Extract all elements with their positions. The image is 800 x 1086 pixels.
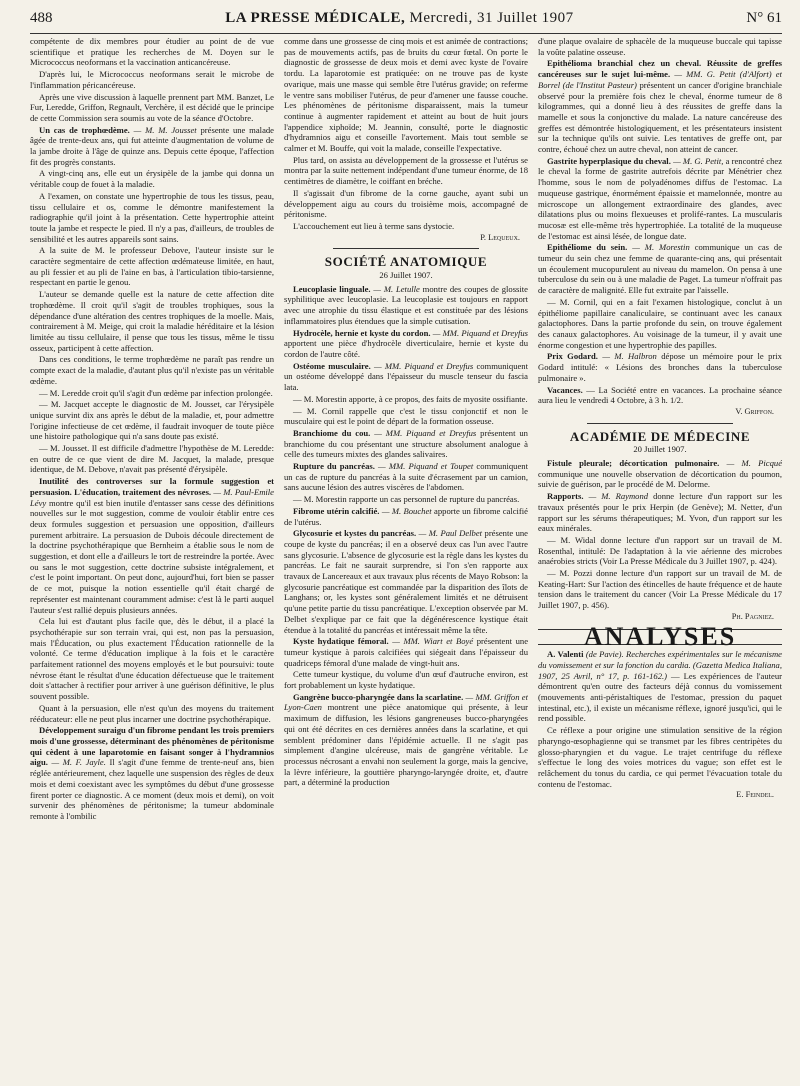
paragraph: D'après lui, le Micrococcus neoformans serait le microbe de l'inflammation péricancéreuse. [30, 69, 274, 90]
signature: P. Lequeux. [480, 232, 520, 242]
paragraph: — M. Jousset. Il est difficile d'admettre l'hypothèse de M. Leredde: en outre de ce que vient de dire M. Jacquet, la malade, presque identique, de M. Debove, n'avait pas présenté d'érysipèle. [30, 443, 274, 475]
article-author: — M. F. Jayle. [51, 757, 106, 768]
article-text: communique un cas de tumeur du sein chez une femme de quarante-cinq ans, qui présentait un écoulement mucopurulent au niveau du mamelon. On pensa à une tuberculose du sein ou à une maladie de Paget. La tumeur n'offrait pas de caractère de malignité. Elle fut extraite par l'aisselle. [538, 242, 782, 296]
columns [30, 36, 782, 1086]
paragraph: — M. Cornil, qui en a fait l'examen histologique, conclut à un épithéliome papillaire canaliculaire, se continuant avec les canaux galactophores. Dans la partie profonde du sein, on trouve également des canaux galactophores. Au voisinage de la tumeur, il y avait une énorme congestion et une hypertrophie des papilles. [538, 296, 782, 350]
paragraph: L'auteur se demande quelle est la nature de cette affection dite trophœdème. Il croit qu'il s'agit de troubles trophiques, sous la dépendance d'une altération des centres trophiques de la moelle. Mais, contrairement à M. Meige, qui croit la maladie héréditaire et la lésion limitée au tissu cellulaire, il pense que tous les tissus, même le tissu osseux, participent à cette affection. [30, 289, 274, 353]
article-author: — M. Raymond [588, 491, 649, 502]
article-entry [284, 692, 528, 788]
paragraph: Ce réflexe a pour origine une stimulation sensitive de la région pharyngo-œsophagienne qui se transmet par les fibres centripètes du glosso-pharyngien et du vague. Le trajet centrifuge du réflexe s'effectue le long des voies motrices du vague; son effet est le relâchement du tonus du cardia, ce qui permet l'évacuation totale du contenu de l'estomac. [538, 725, 782, 789]
column-1 [30, 36, 274, 1086]
article-entry [284, 284, 528, 327]
article-heading: Hydrocèle, hernie et kyste du cordon. [293, 327, 431, 338]
article-entry [538, 351, 782, 383]
article-heading: Gastrite hyperplasique du cheval. [547, 155, 671, 166]
article-heading: Branchiome du cou. [293, 427, 371, 438]
article-text: communiquent un ostéome développé dans l'épaisseur du muscle tenseur du fascia lata. [284, 360, 528, 393]
paragraph: comme dans une grossesse de cinq mois et est animée de contractions; pas de mouvements actifs, pas de bruits du cœur fœtal. On porte le diagnostic de grossesse de deux mois et demi avec kyste de l'ovaire tordu. La laparotomie est pratiquée: on ne trouve pas de kyste ovarique, mais une masse qui semble être l'utérus gravide; on referme le ventre sans mobiliser l'utérus, de peur d'amener une fausse couche. Les phénomènes de péritonisme disparaissent, mais la tumeur continue à augmenter rapidement et atteint au bout de huit jours l'appendice xiphoïde; M. Jeannin, consulté, porte le diagnostic d'hydramnios aigu et conseille l'avortement. Mais tout semble se calmer et M. Bouffe, qui voit la malade, conseille l'expectative. [284, 36, 528, 154]
article-entry [284, 506, 528, 527]
signature: Ph. Pagniez. [731, 611, 774, 621]
article-entry [284, 461, 528, 493]
paragraph: — M. Morestin apporte, à ce propos, des faits de myosite ossifiante. [293, 393, 528, 404]
issue-number: N° 61 [746, 10, 782, 26]
article-entry [284, 636, 528, 668]
paragraph: — M. Jacquet accepte le diagnostic de M. Jousset, car l'érysipèle unique survint dix ans après le début de la maladie, et, pour admettre l'origine infectieuse de cet œdème, il faudrait invoquer de toute pièce une histoire pathologique qui n'a sans doute pas existé. [30, 399, 274, 442]
paragraph: — M. Morestin rapporte un cas personnel de rupture du pancréas. [293, 494, 520, 505]
paragraph: A vingt-cinq ans, elle eut un érysipèle de la jambe qui donna un véritable coup de fouet à la maladie. [30, 168, 274, 190]
article-text: montre qu'il est bien inutile d'entasser sans cesse des définitions nouvelles sur le mot suggestion, comme de vouloir établir entre ces deux formules suggestion et persuasion une opposition, d'ailleurs purement arbitraire. La persuasion de Dubois découle directement de la doctrine psychothérapique que Bernheim a établie sous le nom de suggestion, et dont elle a d'ailleurs le tort de restreindre la portée. Avec ou sans le mot suggestion, cette doctrine subsiste intégralement, et c'est le point important. On peut donc, aujourd'hui, fort bien se passer de ce mot, puisque la notion essentielle qu'il était chargé de représenter est maintenant couramment admise: c'est là le parti auquel l'auteur s'est rallié depuis plusieurs années. [30, 497, 274, 615]
divider [587, 423, 733, 424]
column-2 [284, 36, 528, 1086]
article-heading: Leucoplasie linguale. [293, 283, 371, 294]
article-heading: Un cas de trophœdème. [39, 124, 130, 135]
article-entry [538, 156, 782, 242]
divider [333, 248, 479, 249]
article-heading: Rupture du pancréas. [293, 461, 375, 472]
article-entry [538, 491, 782, 534]
article-author: — M. Paul-Emile Lévy [30, 486, 274, 508]
article-author: — MM. Griffon et Lyon-Caen [284, 691, 528, 713]
article-author: — M. Bouchet [381, 505, 432, 516]
paragraph: — M. Cornil rappelle que c'est le tissu conjonctif et non le musculaire qui est le point de départ de la formation osseuse. [284, 405, 528, 427]
article-heading: Epithéliome du sein. [547, 242, 628, 253]
article-author: — MM. Piquand et Dreyfus [432, 327, 528, 338]
article-heading: Epithélioma branchial chez un cheval. Réussite de greffes cancéreuses sur le sujet lui-même. [538, 58, 782, 80]
article-text: présente une malade âgée de trente-deux ans, qui fut atteinte d'augmentation de volume de la jambe droite à l'âge de quinze ans. Depuis cette époque, l'affection fit des progrès constants. [30, 124, 274, 167]
article-text: apportent une pièce d'hydrocèle diverticulaire, hernie et kyste du cordon de l'autre côté. [284, 338, 528, 359]
article-author: — M. Paul Delbet [418, 528, 483, 539]
section-date: 26 Juillet 1907. [379, 270, 433, 281]
page-number: 488 [30, 10, 53, 26]
article-text: — La Société entre en vacances. La prochaine séance aura lieu le vendredi 4 Octobre, à 3 h. 1/2. [538, 384, 782, 406]
article-author: — MM. Wiart et Boyé [392, 636, 474, 647]
article-entry [284, 528, 528, 635]
paragraph: — M. Pozzi donne lecture d'un rapport sur un travail de M. de Keating-Hart: Sur l'action des étincelles de haute fréquence et de haute tension dans le traitement du cancer (Voir La Presse Médicale du 17 Juillet 1907, p. 456). [538, 568, 782, 611]
journal-title [225, 10, 573, 27]
article-author: — M. G. Petit, [673, 155, 724, 166]
article-text: présentent une tumeur kystique à parois calcifiées qui siégeait dans l'épaisseur du quadriceps fémoral d'une malade de vingt-huit ans. [284, 636, 528, 668]
signature: V. Griffon. [735, 406, 774, 416]
article-entry [538, 58, 782, 154]
article-entry [284, 361, 528, 393]
article-text: montre des coupes de glossite syphilitique avec leucoplasie. La leucoplasie est toujours en rapport avec une atrophie du tissu élastique et est constituée par des lésions inflammatoires plus étendues que la simple cutisation. [284, 283, 528, 326]
article-author: — MM. Piquand et Dreyfus [374, 427, 477, 438]
article-entry [538, 385, 782, 406]
article-entry [284, 428, 528, 460]
paragraph: Dans ces conditions, le terme trophœdème ne paraît pas rendre un compte exact de la maladie, d'autant plus qu'il n'existe pas un véritable œdème. [30, 354, 274, 386]
paragraph: Cela lui est d'autant plus facile que, dès le début, il a placé la psychothérapie sur son terrain vrai, qui est, non pas la persuasion, mais l'Éducation, ou plus exactement l'Éducation rationnelle de la volonté. Ce terme d'éducation implique à la fois et le caractère parfaitement rationnel des moyens employés et le but poursuivi: toute névrose étant le résultat d'une éducation défectueuse que le traitement doit s'attacher à rectifier pour arriver à une guérison définitive, le plus souvent possible. [30, 616, 274, 702]
article-heading: Glycosurie et kystes du pancréas. [293, 528, 417, 539]
article-entry [538, 649, 782, 724]
article-heading: Fistule pleurale; décortication pulmonaire. [547, 458, 720, 469]
paragraph: — M. Widal donne lecture d'un rapport sur un travail de M. Rosenthal, intitulé: De l'adaptation à la vie aérienne des microbes anaérobies stricts (Voir La Presse Médicale du 3 Juillet 1907, p. 424). [538, 534, 782, 567]
article-text: donne lecture d'un rapport sur les travaux présentés pour le prix Herpin (de Genève); M. Netter, d'un rapport sur les sérums thérapeutiques; M. Yvon, d'un rapport sur les eaux minérales. [538, 491, 782, 534]
article-text: communique une nouvelle observation de décortication du poumon, suivie de guérison, par le procédé de M. Delorme. [538, 468, 782, 490]
article-entry [284, 328, 528, 360]
article-entry [538, 242, 782, 296]
paragraph: A l'examen, on constate une hypertrophie de tous les tissus, peau, tissu cellulaire et os, comme le démontre manifestement la radiographie qu'il joint à la présentation. Cette hypertrophie atteint toute la jambe et respecte le pied. Il n'y a pas, d'ailleurs, de troubles de sensibilité et les autres appareils sont sains. [30, 190, 274, 244]
article-text: présente une coupe de kyste du pancréas; il en a observé deux cas l'un avec l'autre sans glycosurie. L'absence de glycosurie est la règle dans les kystes du pancréas. Le fait ne saurait surprendre, si l'on s'en rapporte aux travaux de Lancereaux et aux travaux plus récents de Mayo Robson: la glycosurie pancréatique est commandée par la disparition des îlots de Langhans; or, les kystes sont généralement limités et ne détruisent qu'une petite partie du tissu pancréatique. L'exception observée par M. Delbet s'explique par ce fait que la dégénérescence kystique était étendue à la totalité du pancréas et intéressait même la tête. [284, 528, 528, 635]
article-heading: A. Valenti [547, 649, 584, 660]
article-text: a rencontré chez le cheval la forme de gastrite autrefois décrite par Ménétrier chez l'homme, sous le nom de polyadénomes diffus de l'estomac. La muqueuse gastrique, énormément épaissie et mamelonnée, montre au microscope un allongement extraordinaire des glandes, avec dilatations plus ou moins flexueuses et prolifé-rantes. La muscularis mucosæ est elle-même très hypertrophiée. La totalité de la muqueuse de l'estomac est ainsi lésée, de longue date. [538, 155, 782, 241]
article-heading: Prix Godard. [547, 351, 598, 362]
section-title: ACADÉMIE DE MÉDECINE [569, 428, 751, 444]
paragraph: — M. Leredde croit qu'il s'agit d'un œdème par infection prolongée. [39, 387, 273, 398]
paragraph: d'une plaque ovalaire de sphacèle de la muqueuse buccale qui tapisse la voûte palatine osseuse. [538, 36, 782, 57]
article-heading: Gangrène bucco-pharyngée dans la scarlatine. [293, 691, 464, 702]
article-heading: Rapports. [547, 491, 584, 502]
article-entry [538, 458, 782, 490]
article-text: présentent un branchiome du cou présentant une structure absolument analogue à celle des tumeurs mixtes des glandes salivaires. [284, 427, 528, 460]
article-heading: Kyste hydatique fémoral. [293, 636, 389, 647]
article-author: — MM. Piquand et Dreyfus [374, 360, 474, 371]
paragraph: Plus tard, on assista au développement de la grossesse et l'utérus se montra par la suite nettement indépendant d'une tumeur énorme, de 18 centimètres de diamètre, le coiffant en bréche. [284, 154, 528, 187]
article-author: — M. Letulle [373, 283, 420, 294]
analyses-heading: ANALYSES [538, 629, 782, 646]
section-date: 20 Juillet 1907. [633, 444, 687, 455]
article-author: — M. Morestin [632, 242, 690, 253]
paragraph: Il s'agissait d'un fibrome de la corne gauche, ayant subi un développement aigu au cours du troisième mois, accompagné de péritonisme. [284, 187, 528, 220]
column-3 [538, 36, 782, 1086]
article-heading: Développement suraigu d'un fibrome pendant les trois premiers mois d'une grossesse, déterminant des phénomènes de péritonisme qui cèdent à une laparotomie en faisant songer à l'hydramnios aigu. [30, 725, 274, 768]
article-citation: (de Pavie). Recherches expérimentales sur le mécanisme du vomissement et sur la fonction du cardia. (Gazetta Medica Italiana, 1907, 25 Avril, n° 17, p. 161-162.) [538, 649, 782, 681]
journal-name: LA PRESSE MÉDICALE, [225, 10, 406, 26]
article-entry [30, 476, 274, 615]
article-heading: Fibrome utérin calcifié. [293, 505, 380, 516]
article-text: montrent une pièce anatomique qui présente, à leur maximum de diffusion, les lésions gangreneuses bucco-pharyngées qui ont été décrites en ces dernières années dans la scarlatine, et qui semblent prédominer dans l'épidémie actuelle. Il ne s'agit pas simplement d'angine ulcéreuse, mais de gangrène véritable. Le processus nécrosant a envahi non seulement la gorge, mais la gencive, la lèvre inférieure, la gouttière pharyngo-laryngée droite, et, d'autre part, a déterminé la production [284, 702, 528, 788]
article-entry [30, 125, 274, 168]
article-author: — M. M. Jousset [133, 124, 197, 135]
article-heading: Ostéome musculaire. [293, 360, 371, 371]
issue-date: Mercredi, 31 Juillet 1907 [409, 10, 574, 26]
paragraph: A la suite de M. le professeur Debove, l'auteur insiste sur le caractère segmentaire de cette affection œdémateuse limitée, en haut, au pli fessier et au pli de l'aine en bas, à l'articulation tibio-tarsienne, respectant en partie le genou. [30, 245, 274, 288]
section-title: SOCIÉTÉ ANATOMIQUE [324, 254, 488, 270]
article-author: — MM. G. Petit (d'Alfort) et Borrel (de l'Institut Pasteur) [538, 69, 782, 90]
paragraph: L'accouchement eut lieu à terme sans dystocie. [293, 220, 455, 231]
article-text: apporte un fibrome calcifié de l'utérus. [284, 505, 528, 527]
article-author: — M. Halbron [602, 351, 657, 362]
article-heading: Vacances. [547, 384, 583, 395]
article-text: — Les expériences de l'auteur démontrent qu'en outre des facteurs déjà connus du vomissement (mouvements anti-péristaltiques de l'estomac, pression du paquet intestinal, etc.), il existe un mécanisme réflexe, ignoré jusqu'ici, qui le rend possible. [538, 670, 782, 724]
article-author: — MM. Piquand et Toupet [378, 461, 474, 472]
article-text: Il s'agit d'une femme de trente-neuf ans, bien réglée antérieurement, chez laquelle une suspension des règles de deux mois et demi coexistant avec les symptômes du début d'une grossesse firent porter ce diagnostic. A ce moment (deux mois et demi), on voit survenir des phénomènes de péritonisme; la tumeur abdominale remonte à l'ombilic [30, 757, 274, 821]
paragraph: compétente de dix membres pour étudier au point de de vue scientifique et pratique les recherches de M. Doyen sur le Micrococcus neoformans et la vaccination anticancéreuse. [30, 36, 274, 68]
article-entry [30, 725, 274, 821]
article-author: — M. Picqué [726, 458, 782, 469]
article-heading: Inutilité des controverses sur la formule suggestion et persuasion. L'éducation, traitement des névroses. [30, 476, 274, 497]
signature: E. Feindel. [736, 790, 774, 800]
page-header [30, 10, 782, 34]
paragraph: Après une vive discussion à laquelle prennent part MM. Banzet, Le Fur, Leredde, Griffon, Regnault, Verchère, il est décidé que le principe de cette Commission sera soumis au vote de la séance d'Octobre. [30, 91, 274, 123]
article-text: présentent un cancer d'origine branchiale observé pour la première fois chez le cheval, énorme tumeur de 8 kilogrammes, qui a donné lieu à des réussites de greffe dans la mamelle et sous la conjonctive du malade. La nature cancéreuse des greffes est démontrée histologiquement, et les présentateurs insistent sur la technique qu'ils ont suivie. Les tentatives de greffe ont, par contre, échoué chez un autre cheval, non atteint de cancer. [538, 79, 782, 155]
paragraph: Cette tumeur kystique, du volume d'un œuf d'autruche environ, est fort probablement un kyste hydatique. [284, 669, 528, 691]
paragraph: Quant à la persuasion, elle n'est qu'un des moyens du traitement rééducateur: elle ne peut plus incarner une doctrine psychothérapique. [30, 702, 274, 724]
article-text: communiquent un cas de rupture du pancréas à la suite d'écrasement par un camion, sans aucune lésion des autres viscères de l'abdomen. [284, 461, 528, 493]
article-text: dépose un mémoire pour le prix Godard intitulé: « Lésions des bronches dans la tuberculose pulmonaire ». [538, 351, 782, 383]
